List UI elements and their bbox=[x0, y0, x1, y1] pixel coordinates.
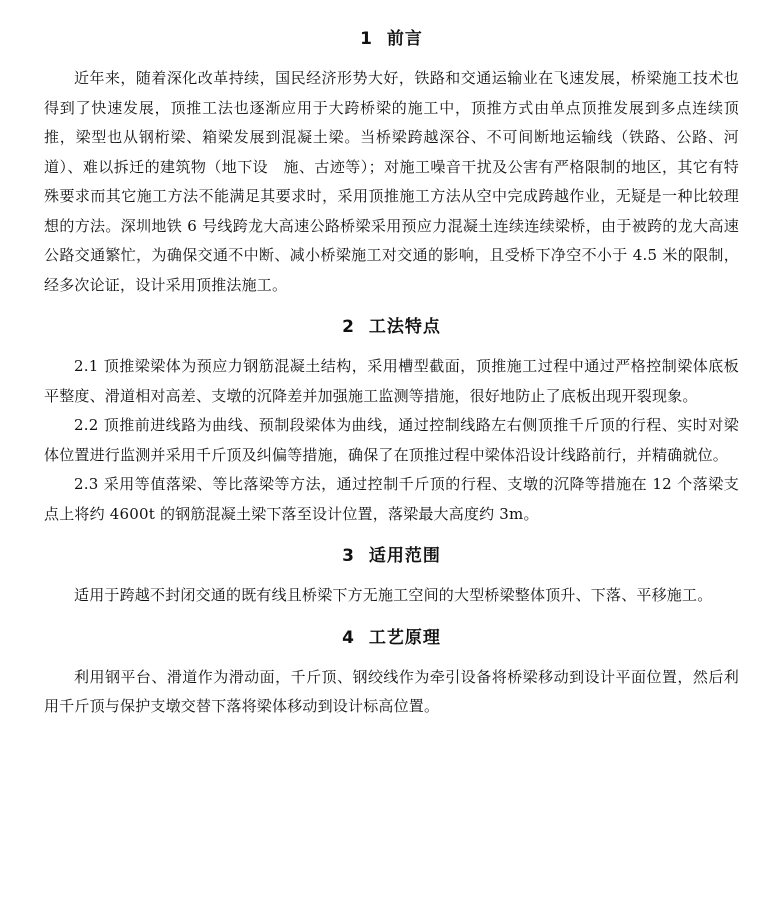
section-title-text: 适用范围 bbox=[368, 546, 441, 566]
section-title-text: 工法特点 bbox=[368, 317, 441, 337]
section-1-paragraph-1: 近年来，随着深化改革持续，国民经济形势大好，铁路和交通运输业在飞速发展，桥梁施工技术也得到了快速发展，顶推工法也逐渐应用于大跨桥梁的施工中，顶推方式由单点顶推发展到多点连续顶推，梁型也从钢桁梁、箱梁发展到混凝土梁。当桥梁跨越深谷、不可间断地运输线（铁路、公路、河道）、难以拆迁的建筑物（地下设 施、古迹等）；对施工噪音干扰及公害有严格限制的地区，其它有特殊要求而其它施工方法不能满足其要求时，采用顶推施工方法从空中完成跨越作业，无疑是一种比较理想的方法。深圳地铁 6 号线跨龙大高速公路桥梁采用预应力混凝土连续连续梁桥，由于被跨的龙大高速公路交通繁忙，为确保交通不中断、减小桥梁施工对交通的影响，且受桥下净空不小于 4.5 米的限制，经多次论证，设计采用顶推法施工。 bbox=[44, 69, 739, 294]
section-number: 1 bbox=[360, 29, 373, 49]
section-title-3 bbox=[44, 539, 739, 573]
section-title-4 bbox=[44, 621, 739, 655]
section-title-1 bbox=[44, 22, 739, 56]
section-number: 4 bbox=[342, 627, 355, 648]
section-title-text: 工艺原理 bbox=[368, 627, 441, 648]
section-number: 2 bbox=[342, 317, 355, 337]
section-3-paragraph-1: 适用于跨越不封闭交通的既有线且桥梁下方无施工空间的大型桥梁整体顶升、下落、平移施工。 bbox=[74, 586, 713, 604]
section-2-paragraph-3: 2.3 采用等值落梁、等比落梁等方法，通过控制千斤顶的行程、支墩的沉降等措施在 12 个落梁支点上将约 4600t 的钢筋混凝土梁下落至设计位置，落梁最大高度约 3m。 bbox=[44, 475, 739, 523]
section-title-text: 前言 bbox=[386, 29, 423, 49]
section-2-paragraph-1: 2.1 顶推梁梁体为预应力钢筋混凝土结构，采用槽型截面，顶推施工过程中通过严格控制梁体底板平整度、滑道相对高差、支墩的沉降差并加强施工监测等措施，很好地防止了底板出现开裂现象。 bbox=[44, 357, 739, 405]
section-title-2 bbox=[44, 310, 739, 344]
section-number: 3 bbox=[342, 546, 355, 566]
document-page bbox=[44, 22, 739, 722]
section-2-paragraph-2: 2.2 顶推前进线路为曲线、预制段梁体为曲线，通过控制线路左右侧顶推千斤顶的行程、实时对梁体位置进行监测并采用千斤顶及纠偏等措施，确保了在顶推过程中梁体沿设计线路前行，并精确就位。 bbox=[44, 416, 739, 464]
section-4-paragraph-1: 利用钢平台、滑道作为滑动面，千斤顶、钢绞线作为牵引设备将桥梁移动到设计平面位置，然后利用千斤顶与保护支墩交替下落将梁体移动到设计标高位置。 bbox=[44, 667, 739, 715]
